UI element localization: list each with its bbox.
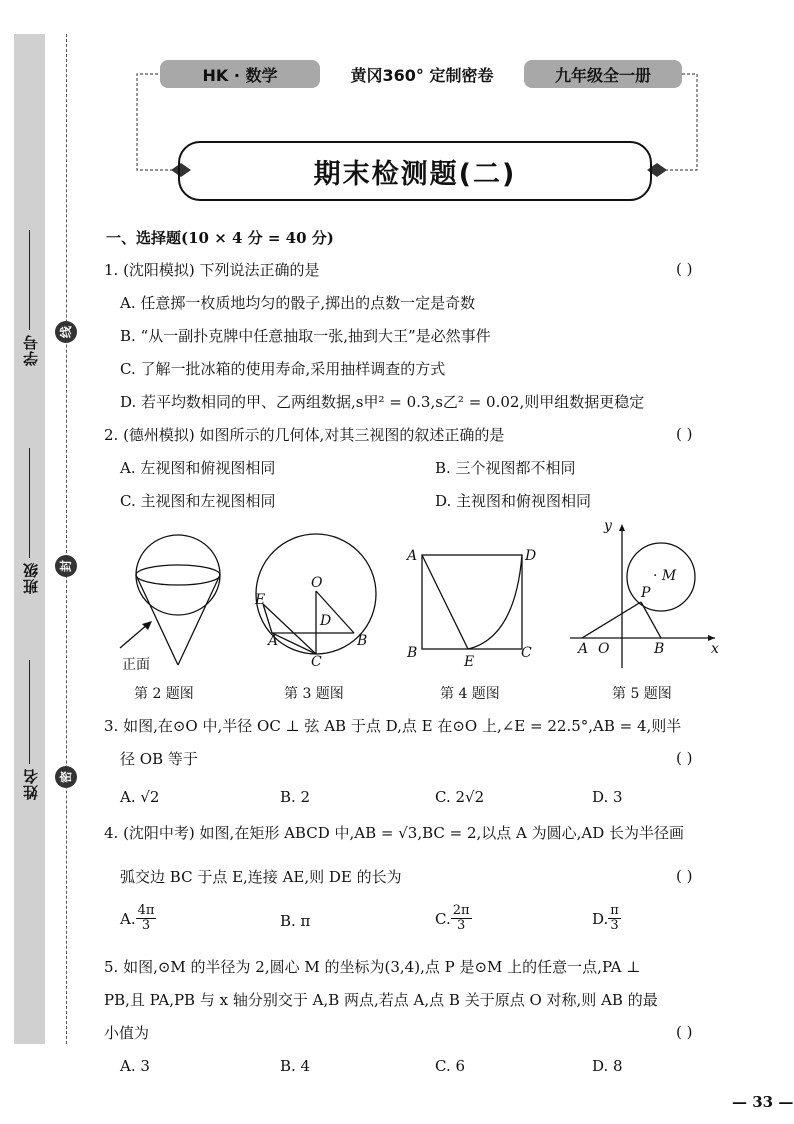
fig3-label-a: A xyxy=(268,633,279,649)
fig4-label-b: B xyxy=(407,645,418,661)
seal-mi: 密 xyxy=(55,766,77,788)
fig3-label-d: D xyxy=(320,613,332,629)
q4-d-denominator: 3 xyxy=(610,918,619,933)
q2-option-d: D. 主视图和俯视图相同 xyxy=(435,492,592,510)
fig4-label-c: C xyxy=(521,645,532,661)
q4-a-numerator: 4π xyxy=(137,903,155,918)
q5-option-c: C. 6 xyxy=(435,1057,466,1075)
label-banji: 班级 xyxy=(22,562,40,594)
q2-option-b: B. 三个视图都不相同 xyxy=(435,459,576,477)
q3-option-b: B. 2 xyxy=(280,788,311,806)
q4-stem-line2: 弧交边 BC 于点 E,连接 AE,则 DE 的长为 xyxy=(120,868,402,886)
q4-option-c xyxy=(435,904,472,933)
series-label: 黄冈360° 定制密卷 xyxy=(350,65,494,85)
fig4-label-a: A xyxy=(407,548,418,564)
fig3-label-c: C xyxy=(311,654,322,670)
q5-stem-line3: 小值为 xyxy=(104,1024,150,1042)
q3-option-d: D. 3 xyxy=(592,788,623,806)
q3-stem-line1: 3. 如图,在⊙O 中,半径 OC ⊥ 弦 AB 于点 D,点 E 在⊙O 上,∠E = 22.5°,AB = 4,则半 xyxy=(104,717,682,735)
grade-badge: 九年级全一册 xyxy=(524,60,682,88)
q2-stem: 2. (德州模拟) 如图所示的几何体,对其三视图的叙述正确的是 xyxy=(104,426,505,444)
q4-answer-blank: ( ) xyxy=(676,867,693,885)
q1-option-d: D. 若平均数相同的甲、乙两组数据,s甲² = 0.3,s乙² = 0.02,则甲组数据更稳定 xyxy=(120,393,645,411)
q4-option-c-letter: C. xyxy=(435,909,451,928)
figure-2-front-label: 正面 xyxy=(122,657,150,673)
q4-option-c-fraction xyxy=(451,904,472,933)
q5-option-a: A. 3 xyxy=(120,1057,150,1075)
q4-option-d xyxy=(592,904,621,933)
q5-option-d: D. 8 xyxy=(592,1057,623,1075)
q3-option-c: C. 2√2 xyxy=(435,788,485,806)
section-heading: 一、选择题(10 × 4 分 = 40 分) xyxy=(106,229,334,247)
fig5-label-m: · M xyxy=(653,568,677,584)
fig5-label-p: P xyxy=(641,585,651,601)
caption-figure-4: 第 4 题图 xyxy=(440,686,500,702)
q5-stem-line1: 5. 如图,⊙M 的半径为 2,圆心 M 的坐标为(3,4),点 P 是⊙M 上的任意一点,PA ⊥ xyxy=(104,958,641,976)
seal-xian: 线 xyxy=(55,321,77,343)
banji-blank xyxy=(29,448,30,558)
q1-answer-blank: ( ) xyxy=(676,260,693,278)
fig4-label-e: E xyxy=(464,654,475,670)
q3-stem-line2: 径 OB 等于 xyxy=(120,750,198,768)
q4-option-b: B. π xyxy=(280,912,311,930)
fig5-label-y: y xyxy=(604,518,612,534)
caption-figure-2: 第 2 题图 xyxy=(134,686,194,702)
q5-stem-line2: PB,且 PA,PB 与 x 轴分别交于 A,B 两点,若点 A,点 B 关于原点 O 对称,则 AB 的最 xyxy=(104,991,658,1009)
xingming-blank xyxy=(29,660,30,764)
caption-figure-5: 第 5 题图 xyxy=(612,686,672,702)
q4-option-d-letter: D. xyxy=(592,909,609,928)
fig5-label-a: A xyxy=(578,641,589,657)
q3-answer-blank: ( ) xyxy=(676,749,693,767)
seal-feng: 封 xyxy=(55,555,77,577)
q4-d-numerator: π xyxy=(610,903,619,918)
fig5-label-x: x xyxy=(711,641,719,657)
q4-c-numerator: 2π xyxy=(452,903,470,918)
q1-option-c: C. 了解一批冰箱的使用寿命,采用抽样调查的方式 xyxy=(120,360,446,378)
q4-option-d-fraction xyxy=(608,904,621,933)
label-xuehao: 学号 xyxy=(22,334,40,366)
q2-option-c: C. 主视图和左视图相同 xyxy=(120,492,276,510)
label-xingming: 姓名 xyxy=(22,768,40,800)
fig4-label-d: D xyxy=(525,548,537,564)
q4-a-denominator: 3 xyxy=(141,918,151,933)
fig5-label-b: B xyxy=(654,641,665,657)
q4-stem-line1: 4. (沈阳中考) 如图,在矩形 ABCD 中,AB = √3,BC = 2,以点 A 为圆心,AD 长为半径画 xyxy=(104,824,685,842)
q5-option-b: B. 4 xyxy=(280,1057,311,1075)
page-number: — 33 — xyxy=(732,1093,794,1111)
q4-c-denominator: 3 xyxy=(456,918,466,933)
q1-option-a: A. 任意掷一枚质地均匀的骰子,掷出的点数一定是奇数 xyxy=(120,294,476,312)
subject-badge: HK · 数学 xyxy=(160,60,320,88)
q2-option-a: A. 左视图和俯视图相同 xyxy=(120,459,276,477)
fig3-label-e: E xyxy=(255,592,266,608)
q3-option-a: A. √2 xyxy=(120,788,160,806)
q1-option-b: B. “从一副扑克牌中任意抽取一张,抽到大王”是必然事件 xyxy=(120,327,491,345)
fig5-label-o: O xyxy=(598,641,610,657)
q4-option-a xyxy=(120,904,156,933)
q4-option-a-fraction xyxy=(136,904,157,933)
q2-answer-blank: ( ) xyxy=(676,425,693,443)
q5-answer-blank: ( ) xyxy=(676,1023,693,1041)
fig3-label-b: B xyxy=(357,633,368,649)
q1-stem: 1. (沈阳模拟) 下列说法正确的是 xyxy=(104,261,320,279)
xuehao-blank xyxy=(29,230,30,330)
exam-title: 期末检测题(二) xyxy=(178,141,652,201)
figure-4-rectangle xyxy=(415,548,530,656)
q4-option-a-letter: A. xyxy=(120,909,136,928)
figure-2-cone xyxy=(110,520,240,675)
caption-figure-3: 第 3 题图 xyxy=(284,686,344,702)
fig3-label-o: O xyxy=(311,575,323,591)
